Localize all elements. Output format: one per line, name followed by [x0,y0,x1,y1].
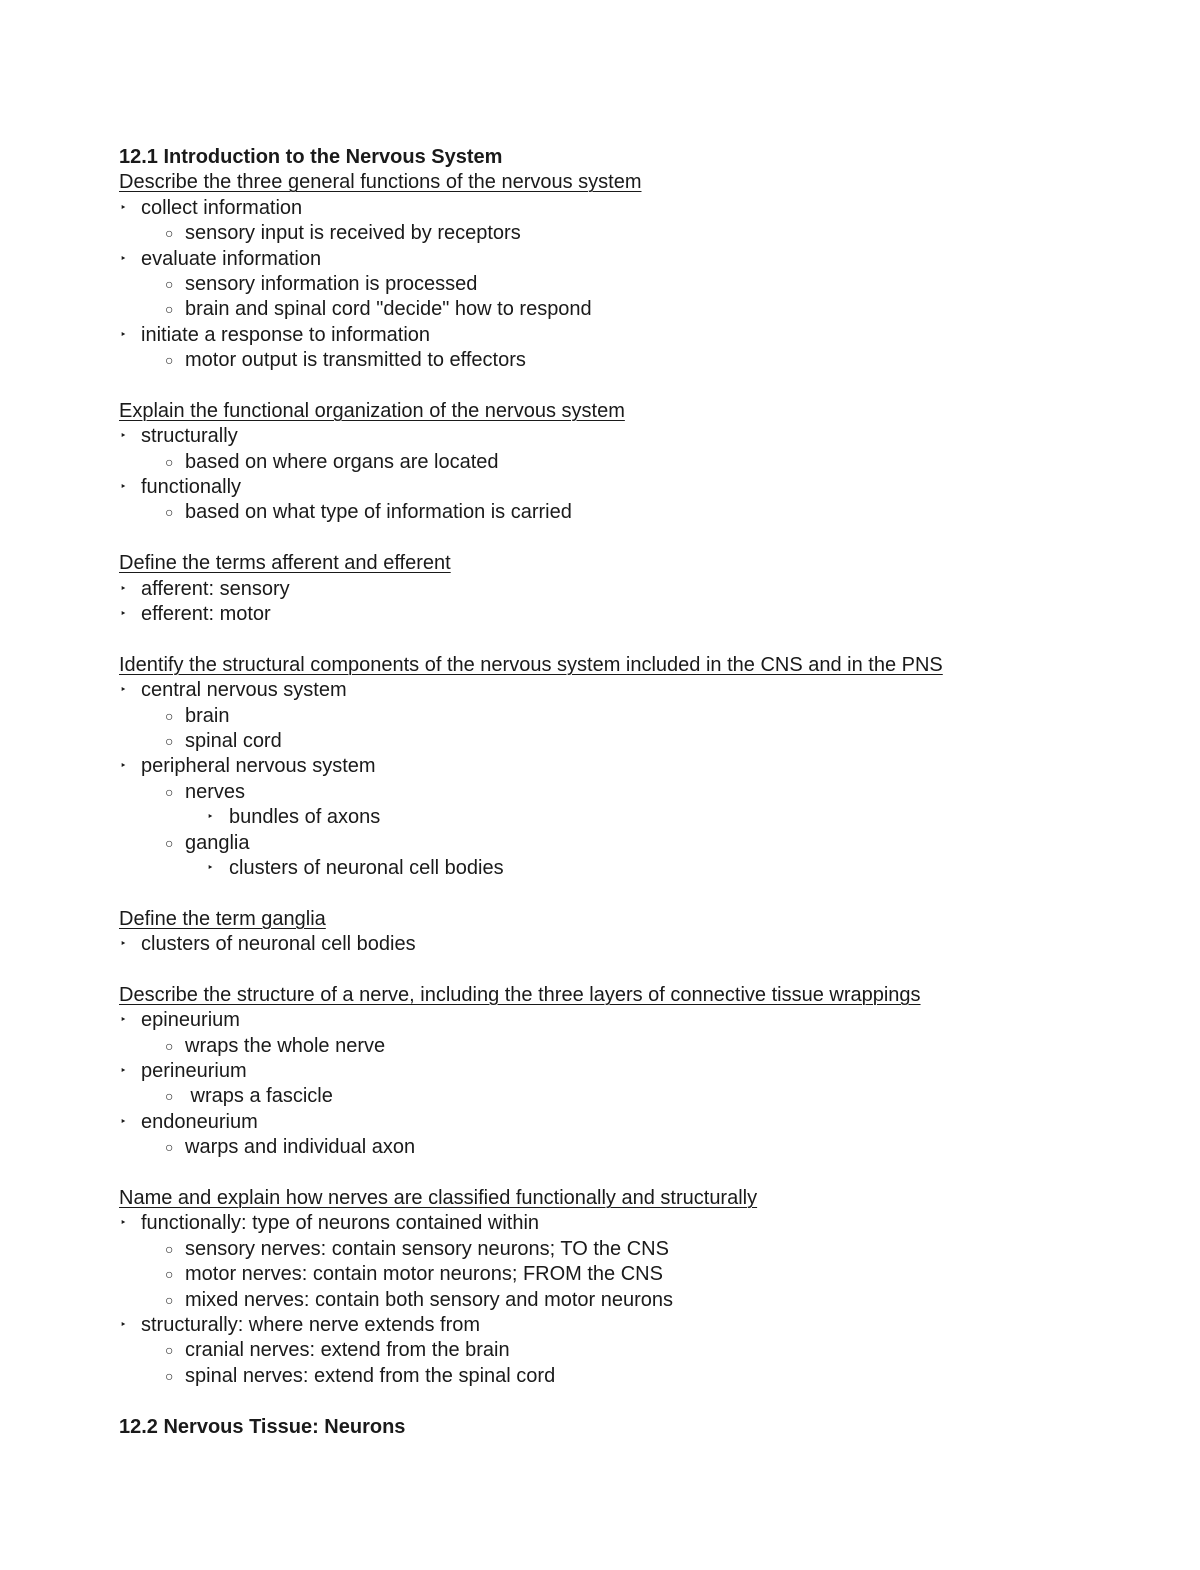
circle-bullet-icon: ○ [165,352,174,369]
bullet-icon: ‣ [120,1115,127,1128]
circle-bullet-icon: ○ [165,732,174,749]
list-item [119,1211,1119,1236]
list-item-text: central nervous system [141,679,347,702]
objective-text: Describe the three general functions of the nervous system [119,171,642,194]
list-item [119,754,1119,779]
document-body [119,145,1119,1440]
bullet-icon: ‣ [120,481,127,494]
list-item-text: functionally: type of neurons contained within [141,1212,540,1235]
list-item-text: endoneurium [141,1110,258,1133]
list-item-text: sensory input is received by receptors [185,222,521,245]
circle-bullet-icon: ○ [165,783,174,800]
sub-list-item [119,1262,1119,1287]
circle-bullet-icon: ○ [165,707,174,724]
list-item-text: peripheral nervous system [141,755,376,778]
sub-list-item [119,1135,1119,1160]
sub-list-item [119,780,1119,805]
spacer [119,627,1119,652]
list-item-text: nerves [185,780,246,803]
bullet-icon: ‣ [120,252,127,265]
list-item-text: structurally: where nerve extends from [141,1313,481,1336]
spacer [119,881,1119,906]
circle-bullet-icon: ○ [165,1240,174,1257]
list-item-text: warps and individual axon [185,1136,416,1159]
bullet-icon: ‣ [120,1065,127,1078]
objective-heading [119,983,1119,1008]
objective-heading [119,907,1119,932]
bullet-icon: ‣ [120,760,127,773]
list-item-text: collect information [141,196,303,219]
list-item-text: initiate a response to information [141,323,431,346]
list-item-text: brain and spinal cord "decide" how to respond [185,298,592,321]
sub-sub-list-item [119,805,1119,830]
sub-list-item [119,1084,1119,1109]
list-item-text: spinal cord [185,729,282,752]
sub-list-item [119,704,1119,729]
bullet-icon: ‣ [120,1318,127,1331]
list-item [119,247,1119,272]
list-item-text: bundles of axons [229,806,381,829]
list-item [119,1313,1119,1338]
sub-list-item [119,450,1119,475]
list-item-text: structurally [141,425,238,448]
sub-list-item [119,1237,1119,1262]
section-heading: 12.2 Nervous Tissue: Neurons [119,1415,406,1438]
spacer [119,526,1119,551]
bullet-icon: ‣ [120,582,127,595]
circle-bullet-icon: ○ [165,1342,174,1359]
list-item [119,323,1119,348]
list-item-text: efferent: motor [141,603,271,626]
bullet-icon: ‣ [120,684,127,697]
list-item-text: clusters of neuronal cell bodies [141,933,416,956]
list-item [119,424,1119,449]
section-heading: 12.1 Introduction to the Nervous System [119,146,503,168]
sub-list-item [119,1034,1119,1059]
objective-heading [119,170,1119,195]
arrow-bullet-icon: ‣ [207,861,214,874]
bullet-icon: ‣ [120,608,127,621]
list-item-text: afferent: sensory [141,577,290,600]
bullet-icon: ‣ [120,1217,127,1230]
sub-list-item [119,297,1119,322]
objective-text: Explain the functional organization of the nervous system [119,399,625,422]
list-item-text: clusters of neuronal cell bodies [229,856,504,879]
sub-list-item [119,729,1119,754]
bullet-icon: ‣ [120,201,127,214]
spacer [119,1389,1119,1414]
list-item-text: ganglia [185,831,250,854]
objective-text: Identify the structural components of the nervous system included in the CNS and in the PNS [119,653,943,676]
list-item [119,678,1119,703]
sub-list-item [119,272,1119,297]
list-item-text: based on what type of information is carried [185,501,572,524]
list-item-text: mixed nerves: contain both sensory and motor neurons [185,1288,674,1311]
list-item-text: cranial nerves: extend from the brain [185,1339,510,1362]
list-item-text: functionally [141,476,242,499]
sub-list-item [119,831,1119,856]
circle-bullet-icon: ○ [165,834,174,851]
circle-bullet-icon: ○ [165,453,174,470]
objective-heading [119,653,1119,678]
circle-bullet-icon: ○ [165,1088,174,1105]
list-item-text: wraps the whole nerve [185,1034,386,1057]
sub-sub-list-item [119,856,1119,881]
list-item [119,1059,1119,1084]
list-item-text: sensory information is processed [185,272,478,295]
sub-list-item [119,1338,1119,1363]
objective-text: Name and explain how nerves are classified functionally and structurally [119,1187,758,1210]
bullet-icon: ‣ [120,328,127,341]
circle-bullet-icon: ○ [165,275,174,292]
list-item-text: motor output is transmitted to effectors [185,349,526,372]
list-item [119,475,1119,500]
bullet-icon: ‣ [120,430,127,443]
circle-bullet-icon: ○ [165,1367,174,1384]
circle-bullet-icon: ○ [165,1266,174,1283]
list-item-text: motor nerves: contain motor neurons; FROM the CNS [185,1263,663,1286]
sub-list-item [119,500,1119,525]
objective-text: Describe the structure of a nerve, including the three layers of connective tissue wrappings [119,983,921,1006]
circle-bullet-icon: ○ [165,225,174,242]
spacer [119,374,1119,399]
list-item-text: based on where organs are located [185,450,499,473]
bullet-icon: ‣ [120,1014,127,1027]
sub-list-item [119,1364,1119,1389]
sub-list-item [119,1288,1119,1313]
arrow-bullet-icon: ‣ [207,811,214,824]
list-item-text: epineurium [141,1009,240,1032]
list-item [119,577,1119,602]
list-item [119,602,1119,627]
list-item [119,932,1119,957]
objective-text: Define the terms afferent and efferent [119,552,451,575]
sub-list-item [119,221,1119,246]
spacer [119,1161,1119,1186]
circle-bullet-icon: ○ [165,1037,174,1054]
objective-heading [119,1186,1119,1211]
list-item [119,1110,1119,1135]
list-item [119,1008,1119,1033]
list-item [119,196,1119,221]
circle-bullet-icon: ○ [165,301,174,318]
list-item-text: sensory nerves: contain sensory neurons; TO the CNS [185,1237,669,1260]
objective-heading [119,551,1119,576]
bullet-icon: ‣ [120,938,127,951]
list-item-text: perineurium [141,1060,247,1083]
spacer [119,958,1119,983]
objective-text: Define the term ganglia [119,907,326,930]
list-item-text: brain [185,704,230,727]
circle-bullet-icon: ○ [165,1291,174,1308]
list-item-text: evaluate information [141,247,322,270]
list-item-text: spinal nerves: extend from the spinal cord [185,1364,556,1387]
circle-bullet-icon: ○ [165,1139,174,1156]
list-item-text: wraps a fascicle [185,1085,333,1108]
sub-list-item [119,348,1119,373]
circle-bullet-icon: ○ [165,504,174,521]
objective-heading [119,399,1119,424]
